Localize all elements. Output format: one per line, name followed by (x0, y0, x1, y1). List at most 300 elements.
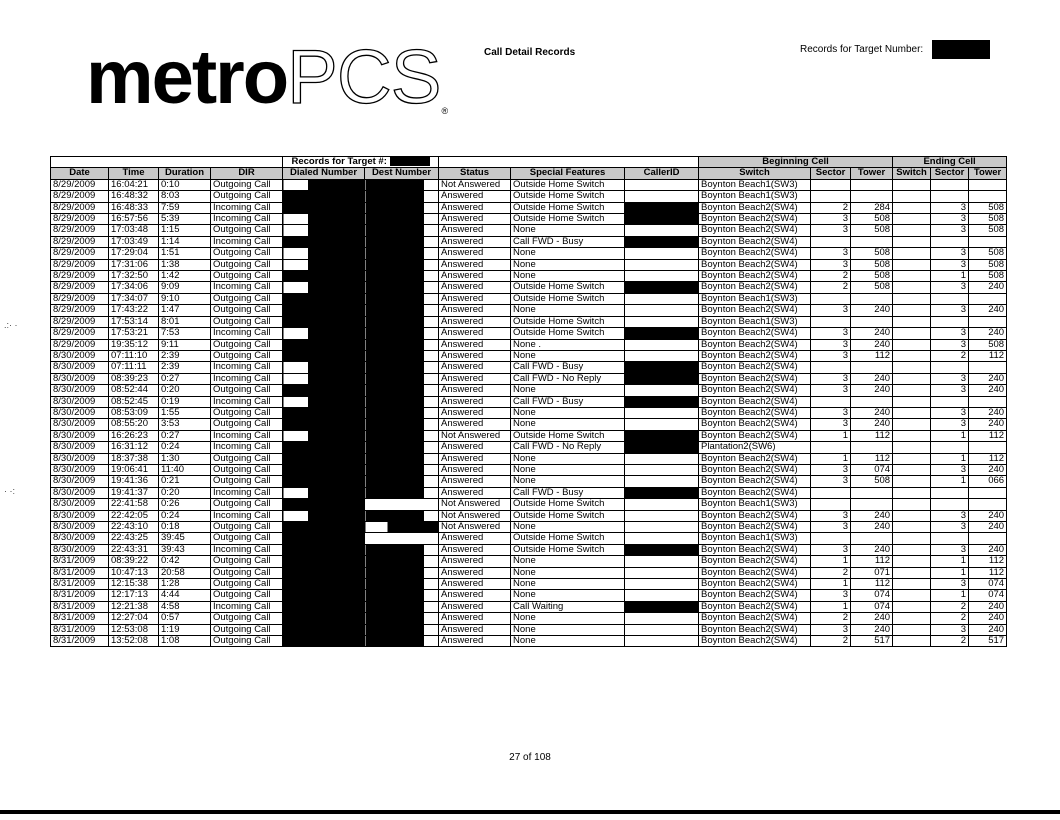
cell-begin-sector (811, 191, 851, 202)
table-row (51, 179, 1007, 190)
cell-begin-switch: Boynton Beach2(SW4) (699, 202, 811, 213)
cell-callerid (625, 544, 699, 555)
cell-begin-tower (851, 316, 893, 327)
table-row (51, 556, 1007, 567)
cell-end-switch (893, 305, 931, 316)
cell-special-features: Call Waiting (511, 601, 625, 612)
cell-end-switch (893, 419, 931, 430)
cell-begin-tower: 240 (851, 305, 893, 316)
cell-callerid (625, 590, 699, 601)
cell-callerid (625, 191, 699, 202)
cell-end-tower: 240 (969, 328, 1007, 339)
cell-special-features: Call FWD - No Reply (511, 373, 625, 384)
cell-begin-switch: Boynton Beach2(SW4) (699, 214, 811, 225)
cell-dialed-number-redacted (283, 419, 365, 430)
cell-special-features: None (511, 453, 625, 464)
cell-dir: Incoming Call (211, 430, 283, 441)
column-header-special-features: Special Features (511, 168, 625, 179)
cell-duration: 4:58 (159, 601, 211, 612)
cell-begin-switch: Boynton Beach2(SW4) (699, 476, 811, 487)
cell-end-switch (893, 259, 931, 270)
cell-begin-tower: 240 (851, 510, 893, 521)
cell-special-features: None (511, 636, 625, 647)
cell-special-features: Outside Home Switch (511, 328, 625, 339)
cell-end-tower (969, 442, 1007, 453)
cell-end-switch (893, 191, 931, 202)
cell-duration: 0:20 (159, 385, 211, 396)
cell-special-features: Outside Home Switch (511, 533, 625, 544)
cell-dir: Outgoing Call (211, 613, 283, 624)
cell-end-tower: 508 (969, 202, 1007, 213)
cell-dest-number-redacted (365, 522, 439, 533)
table-row (51, 510, 1007, 521)
cell-begin-switch: Boynton Beach2(SW4) (699, 522, 811, 533)
cell-end-sector: 3 (931, 305, 969, 316)
cell-status: Answered (439, 396, 511, 407)
cell-begin-sector: 3 (811, 350, 851, 361)
table-row (51, 259, 1007, 270)
cell-begin-tower (851, 487, 893, 498)
table-row (51, 636, 1007, 647)
cell-end-sector: 3 (931, 579, 969, 590)
cell-dest-number-redacted (365, 567, 439, 578)
cell-dialed-number-redacted (283, 453, 365, 464)
cell-begin-tower: 508 (851, 271, 893, 282)
cell-end-switch (893, 453, 931, 464)
cell-special-features: Outside Home Switch (511, 316, 625, 327)
cell-end-switch (893, 179, 931, 190)
cell-duration: 9:09 (159, 282, 211, 293)
cell-callerid (625, 464, 699, 475)
cell-duration: 20:58 (159, 567, 211, 578)
cell-dir: Outgoing Call (211, 533, 283, 544)
cell-dir: Incoming Call (211, 282, 283, 293)
cell-end-tower (969, 487, 1007, 498)
cell-dest-number-redacted (365, 396, 439, 407)
cell-callerid (625, 316, 699, 327)
cell-callerid (625, 522, 699, 533)
cell-duration: 1:15 (159, 225, 211, 236)
cell-dialed-number-redacted (283, 385, 365, 396)
cell-dest-number-redacted (365, 453, 439, 464)
table-row (51, 590, 1007, 601)
column-header-begin-sector: Sector (811, 168, 851, 179)
cell-dest-number-redacted (365, 419, 439, 430)
table-row (51, 419, 1007, 430)
cell-date: 8/29/2009 (51, 293, 109, 304)
cell-time: 10:47:13 (109, 567, 159, 578)
table-row (51, 271, 1007, 282)
cell-dialed-number-redacted (283, 328, 365, 339)
cell-begin-sector: 2 (811, 613, 851, 624)
cell-begin-sector: 1 (811, 601, 851, 612)
cell-begin-sector: 3 (811, 544, 851, 555)
cell-begin-tower: 112 (851, 556, 893, 567)
cell-dir: Incoming Call (211, 362, 283, 373)
cell-begin-sector (811, 362, 851, 373)
cell-end-tower: 240 (969, 613, 1007, 624)
table-body (51, 179, 1007, 647)
cell-time: 19:35:12 (109, 339, 159, 350)
logo-thin-text: PCS (287, 35, 441, 120)
cell-time: 16:48:33 (109, 202, 159, 213)
cell-begin-sector (811, 293, 851, 304)
cell-dest-number-redacted (365, 282, 439, 293)
cell-time: 17:53:14 (109, 316, 159, 327)
cell-special-features: None (511, 407, 625, 418)
cell-time: 12:17:13 (109, 590, 159, 601)
cell-end-switch (893, 430, 931, 441)
column-header-date: Date (51, 168, 109, 179)
cell-dialed-number-redacted (283, 191, 365, 202)
cell-status: Answered (439, 225, 511, 236)
cell-callerid (625, 202, 699, 213)
cell-begin-switch: Boynton Beach2(SW4) (699, 464, 811, 475)
cell-begin-switch: Boynton Beach2(SW4) (699, 567, 811, 578)
cell-dest-number-redacted (365, 442, 439, 453)
cell-duration: 0:27 (159, 430, 211, 441)
cell-begin-tower: 112 (851, 430, 893, 441)
cell-begin-tower: 517 (851, 636, 893, 647)
cell-dest-number-redacted (365, 271, 439, 282)
cell-date: 8/30/2009 (51, 453, 109, 464)
cell-callerid (625, 362, 699, 373)
cell-date: 8/30/2009 (51, 510, 109, 521)
cell-date: 8/29/2009 (51, 259, 109, 270)
cell-end-switch (893, 396, 931, 407)
cell-begin-tower: 508 (851, 259, 893, 270)
cell-end-tower: 066 (969, 476, 1007, 487)
table-row (51, 305, 1007, 316)
cell-dest-number-redacted (365, 510, 439, 521)
cell-begin-tower: 240 (851, 385, 893, 396)
cell-end-switch (893, 282, 931, 293)
cell-date: 8/30/2009 (51, 522, 109, 533)
cell-duration: 8:03 (159, 191, 211, 202)
cell-date: 8/31/2009 (51, 613, 109, 624)
cell-end-switch (893, 293, 931, 304)
cell-begin-sector: 3 (811, 590, 851, 601)
cell-begin-sector: 3 (811, 225, 851, 236)
cell-date: 8/30/2009 (51, 385, 109, 396)
cell-dialed-number-redacted (283, 430, 365, 441)
cell-callerid (625, 442, 699, 453)
table-row (51, 453, 1007, 464)
cell-time: 16:26:23 (109, 430, 159, 441)
cell-end-switch (893, 202, 931, 213)
cell-begin-tower (851, 179, 893, 190)
cell-status: Answered (439, 362, 511, 373)
cell-callerid (625, 350, 699, 361)
cell-end-sector: 3 (931, 407, 969, 418)
cell-begin-switch: Boynton Beach2(SW4) (699, 282, 811, 293)
cell-end-tower: 112 (969, 453, 1007, 464)
cell-begin-sector: 1 (811, 430, 851, 441)
cell-duration: 7:53 (159, 328, 211, 339)
cell-begin-switch: Boynton Beach2(SW4) (699, 271, 811, 282)
cell-dest-number-redacted (365, 236, 439, 247)
cell-date: 8/30/2009 (51, 464, 109, 475)
cell-begin-switch: Boynton Beach2(SW4) (699, 624, 811, 635)
cell-end-tower: 240 (969, 510, 1007, 521)
cell-special-features: None (511, 419, 625, 430)
cell-callerid (625, 339, 699, 350)
table-row (51, 601, 1007, 612)
cell-end-tower: 240 (969, 305, 1007, 316)
cell-end-tower (969, 191, 1007, 202)
cell-date: 8/29/2009 (51, 179, 109, 190)
cell-special-features: None . (511, 339, 625, 350)
cell-dir: Outgoing Call (211, 293, 283, 304)
cell-end-tower: 508 (969, 214, 1007, 225)
cell-end-switch (893, 590, 931, 601)
cell-duration: 0:24 (159, 442, 211, 453)
cell-end-switch (893, 407, 931, 418)
table-row (51, 499, 1007, 510)
cell-begin-switch: Boynton Beach2(SW4) (699, 385, 811, 396)
cell-end-tower (969, 499, 1007, 510)
cell-begin-tower: 074 (851, 601, 893, 612)
cell-dir: Outgoing Call (211, 339, 283, 350)
cell-end-sector: 3 (931, 522, 969, 533)
cell-dir: Incoming Call (211, 601, 283, 612)
table-row (51, 430, 1007, 441)
cell-end-tower: 508 (969, 339, 1007, 350)
cell-end-switch (893, 373, 931, 384)
cell-duration: 1:08 (159, 636, 211, 647)
cell-date: 8/29/2009 (51, 339, 109, 350)
cell-date: 8/30/2009 (51, 442, 109, 453)
cell-dialed-number-redacted (283, 396, 365, 407)
cell-duration: 0:10 (159, 179, 211, 190)
cell-end-switch (893, 613, 931, 624)
cell-duration: 3:53 (159, 419, 211, 430)
cell-duration: 0:42 (159, 556, 211, 567)
cell-end-tower: 074 (969, 579, 1007, 590)
cell-end-switch (893, 316, 931, 327)
cell-time: 17:29:04 (109, 248, 159, 259)
cell-end-sector: 2 (931, 636, 969, 647)
cell-begin-sector (811, 236, 851, 247)
cell-duration: 9:10 (159, 293, 211, 304)
cell-begin-switch: Boynton Beach1(SW3) (699, 316, 811, 327)
cell-dialed-number-redacted (283, 613, 365, 624)
cell-time: 22:42:05 (109, 510, 159, 521)
cell-time: 22:43:31 (109, 544, 159, 555)
cell-callerid (625, 601, 699, 612)
cell-dir: Outgoing Call (211, 316, 283, 327)
cell-dest-number-redacted (365, 624, 439, 635)
cell-dialed-number-redacted (283, 499, 365, 510)
cell-date: 8/29/2009 (51, 225, 109, 236)
cell-callerid (625, 533, 699, 544)
cell-date: 8/31/2009 (51, 567, 109, 578)
cell-end-tower: 240 (969, 407, 1007, 418)
table-row (51, 362, 1007, 373)
cell-begin-tower (851, 293, 893, 304)
table-row (51, 328, 1007, 339)
cell-status: Answered (439, 407, 511, 418)
cell-dialed-number-redacted (283, 271, 365, 282)
cell-begin-sector: 2 (811, 202, 851, 213)
cell-end-switch (893, 214, 931, 225)
cell-time: 17:53:21 (109, 328, 159, 339)
cell-time: 17:03:49 (109, 236, 159, 247)
cell-begin-switch: Boynton Beach1(SW3) (699, 533, 811, 544)
cell-end-sector: 3 (931, 328, 969, 339)
cell-duration: 0:21 (159, 476, 211, 487)
cell-date: 8/29/2009 (51, 191, 109, 202)
cell-special-features: None (511, 248, 625, 259)
cell-end-switch (893, 556, 931, 567)
cell-dir: Incoming Call (211, 510, 283, 521)
cell-begin-tower (851, 396, 893, 407)
margin-scan-mark: .:· · (4, 320, 18, 330)
cell-begin-sector: 3 (811, 510, 851, 521)
cell-dir: Outgoing Call (211, 476, 283, 487)
cell-duration: 1:47 (159, 305, 211, 316)
table-row (51, 544, 1007, 555)
cell-dir: Outgoing Call (211, 624, 283, 635)
cell-callerid (625, 385, 699, 396)
cell-special-features: None (511, 579, 625, 590)
cell-callerid (625, 328, 699, 339)
cell-dir: Outgoing Call (211, 179, 283, 190)
table-row (51, 385, 1007, 396)
cell-special-features: Outside Home Switch (511, 499, 625, 510)
cell-time: 13:52:08 (109, 636, 159, 647)
cell-special-features: None (511, 590, 625, 601)
cell-begin-sector (811, 396, 851, 407)
cell-duration: 1:30 (159, 453, 211, 464)
cell-end-switch (893, 248, 931, 259)
cell-dest-number-redacted (365, 293, 439, 304)
cell-time: 22:43:25 (109, 533, 159, 544)
cell-end-sector: 2 (931, 601, 969, 612)
cell-end-sector: 1 (931, 430, 969, 441)
cell-dir: Outgoing Call (211, 590, 283, 601)
cell-dest-number-redacted (365, 613, 439, 624)
cell-time: 16:57:56 (109, 214, 159, 225)
column-header-end-switch: Switch (893, 168, 931, 179)
cell-time: 08:52:44 (109, 385, 159, 396)
cell-time: 07:11:10 (109, 350, 159, 361)
cell-end-sector (931, 487, 969, 498)
cell-duration: 4:44 (159, 590, 211, 601)
table-row (51, 225, 1007, 236)
cell-date: 8/30/2009 (51, 487, 109, 498)
cell-begin-switch: Boynton Beach2(SW4) (699, 259, 811, 270)
cell-callerid (625, 476, 699, 487)
cell-date: 8/30/2009 (51, 350, 109, 361)
cell-date: 8/31/2009 (51, 601, 109, 612)
cell-special-features: None (511, 464, 625, 475)
cell-duration: 11:40 (159, 464, 211, 475)
beginning-cell-header: Beginning Cell (699, 157, 893, 168)
cell-date: 8/30/2009 (51, 396, 109, 407)
cell-begin-sector (811, 179, 851, 190)
cell-status: Answered (439, 202, 511, 213)
table-row (51, 487, 1007, 498)
cell-end-sector (931, 293, 969, 304)
cell-status: Not Answered (439, 430, 511, 441)
cell-dir: Outgoing Call (211, 248, 283, 259)
cell-status: Answered (439, 339, 511, 350)
cell-begin-sector: 3 (811, 339, 851, 350)
cell-begin-sector (811, 487, 851, 498)
column-header-dir: DIR (211, 168, 283, 179)
header-spacer (439, 157, 699, 168)
cell-status: Answered (439, 544, 511, 555)
cell-dialed-number-redacted (283, 316, 365, 327)
cell-callerid (625, 567, 699, 578)
cell-begin-tower: 240 (851, 407, 893, 418)
cell-status: Answered (439, 442, 511, 453)
cell-end-switch (893, 225, 931, 236)
cell-begin-tower: 074 (851, 590, 893, 601)
cell-duration: 0:18 (159, 522, 211, 533)
cell-status: Answered (439, 259, 511, 270)
cell-begin-switch: Boynton Beach2(SW4) (699, 487, 811, 498)
cell-status: Answered (439, 191, 511, 202)
cell-end-switch (893, 567, 931, 578)
cell-begin-sector (811, 533, 851, 544)
bottom-rule (0, 810, 1060, 814)
cell-dialed-number-redacted (283, 407, 365, 418)
cell-time: 18:37:38 (109, 453, 159, 464)
cell-begin-sector: 3 (811, 476, 851, 487)
cell-dir: Outgoing Call (211, 636, 283, 647)
table-row (51, 624, 1007, 635)
cell-begin-switch: Boynton Beach2(SW4) (699, 601, 811, 612)
cell-end-sector: 2 (931, 350, 969, 361)
cell-begin-switch: Boynton Beach2(SW4) (699, 248, 811, 259)
cell-duration: 1:28 (159, 579, 211, 590)
table-row (51, 339, 1007, 350)
cell-end-tower: 240 (969, 282, 1007, 293)
cell-begin-tower: 284 (851, 202, 893, 213)
cell-end-switch (893, 362, 931, 373)
cell-dir: Outgoing Call (211, 499, 283, 510)
cell-dialed-number-redacted (283, 293, 365, 304)
cell-status: Answered (439, 533, 511, 544)
cell-end-tower: 508 (969, 248, 1007, 259)
cell-begin-switch: Boynton Beach2(SW4) (699, 579, 811, 590)
cell-dest-number-redacted (365, 248, 439, 259)
cell-dest-number-redacted (365, 214, 439, 225)
cell-end-sector: 3 (931, 544, 969, 555)
cell-status: Answered (439, 316, 511, 327)
cell-dialed-number-redacted (283, 522, 365, 533)
cell-begin-sector: 3 (811, 373, 851, 384)
cell-begin-switch: Boynton Beach2(SW4) (699, 373, 811, 384)
cell-dir: Incoming Call (211, 214, 283, 225)
cell-special-features: Outside Home Switch (511, 191, 625, 202)
cell-dialed-number-redacted (283, 248, 365, 259)
cell-dialed-number-redacted (283, 476, 365, 487)
cell-begin-tower: 240 (851, 419, 893, 430)
cell-status: Answered (439, 636, 511, 647)
cell-end-tower: 240 (969, 373, 1007, 384)
cell-dialed-number-redacted (283, 179, 365, 190)
cell-dir: Incoming Call (211, 202, 283, 213)
cell-end-sector: 3 (931, 282, 969, 293)
cell-special-features: Outside Home Switch (511, 202, 625, 213)
cell-begin-tower: 240 (851, 373, 893, 384)
cell-end-switch (893, 544, 931, 555)
cell-end-sector: 1 (931, 271, 969, 282)
cell-end-tower: 112 (969, 350, 1007, 361)
